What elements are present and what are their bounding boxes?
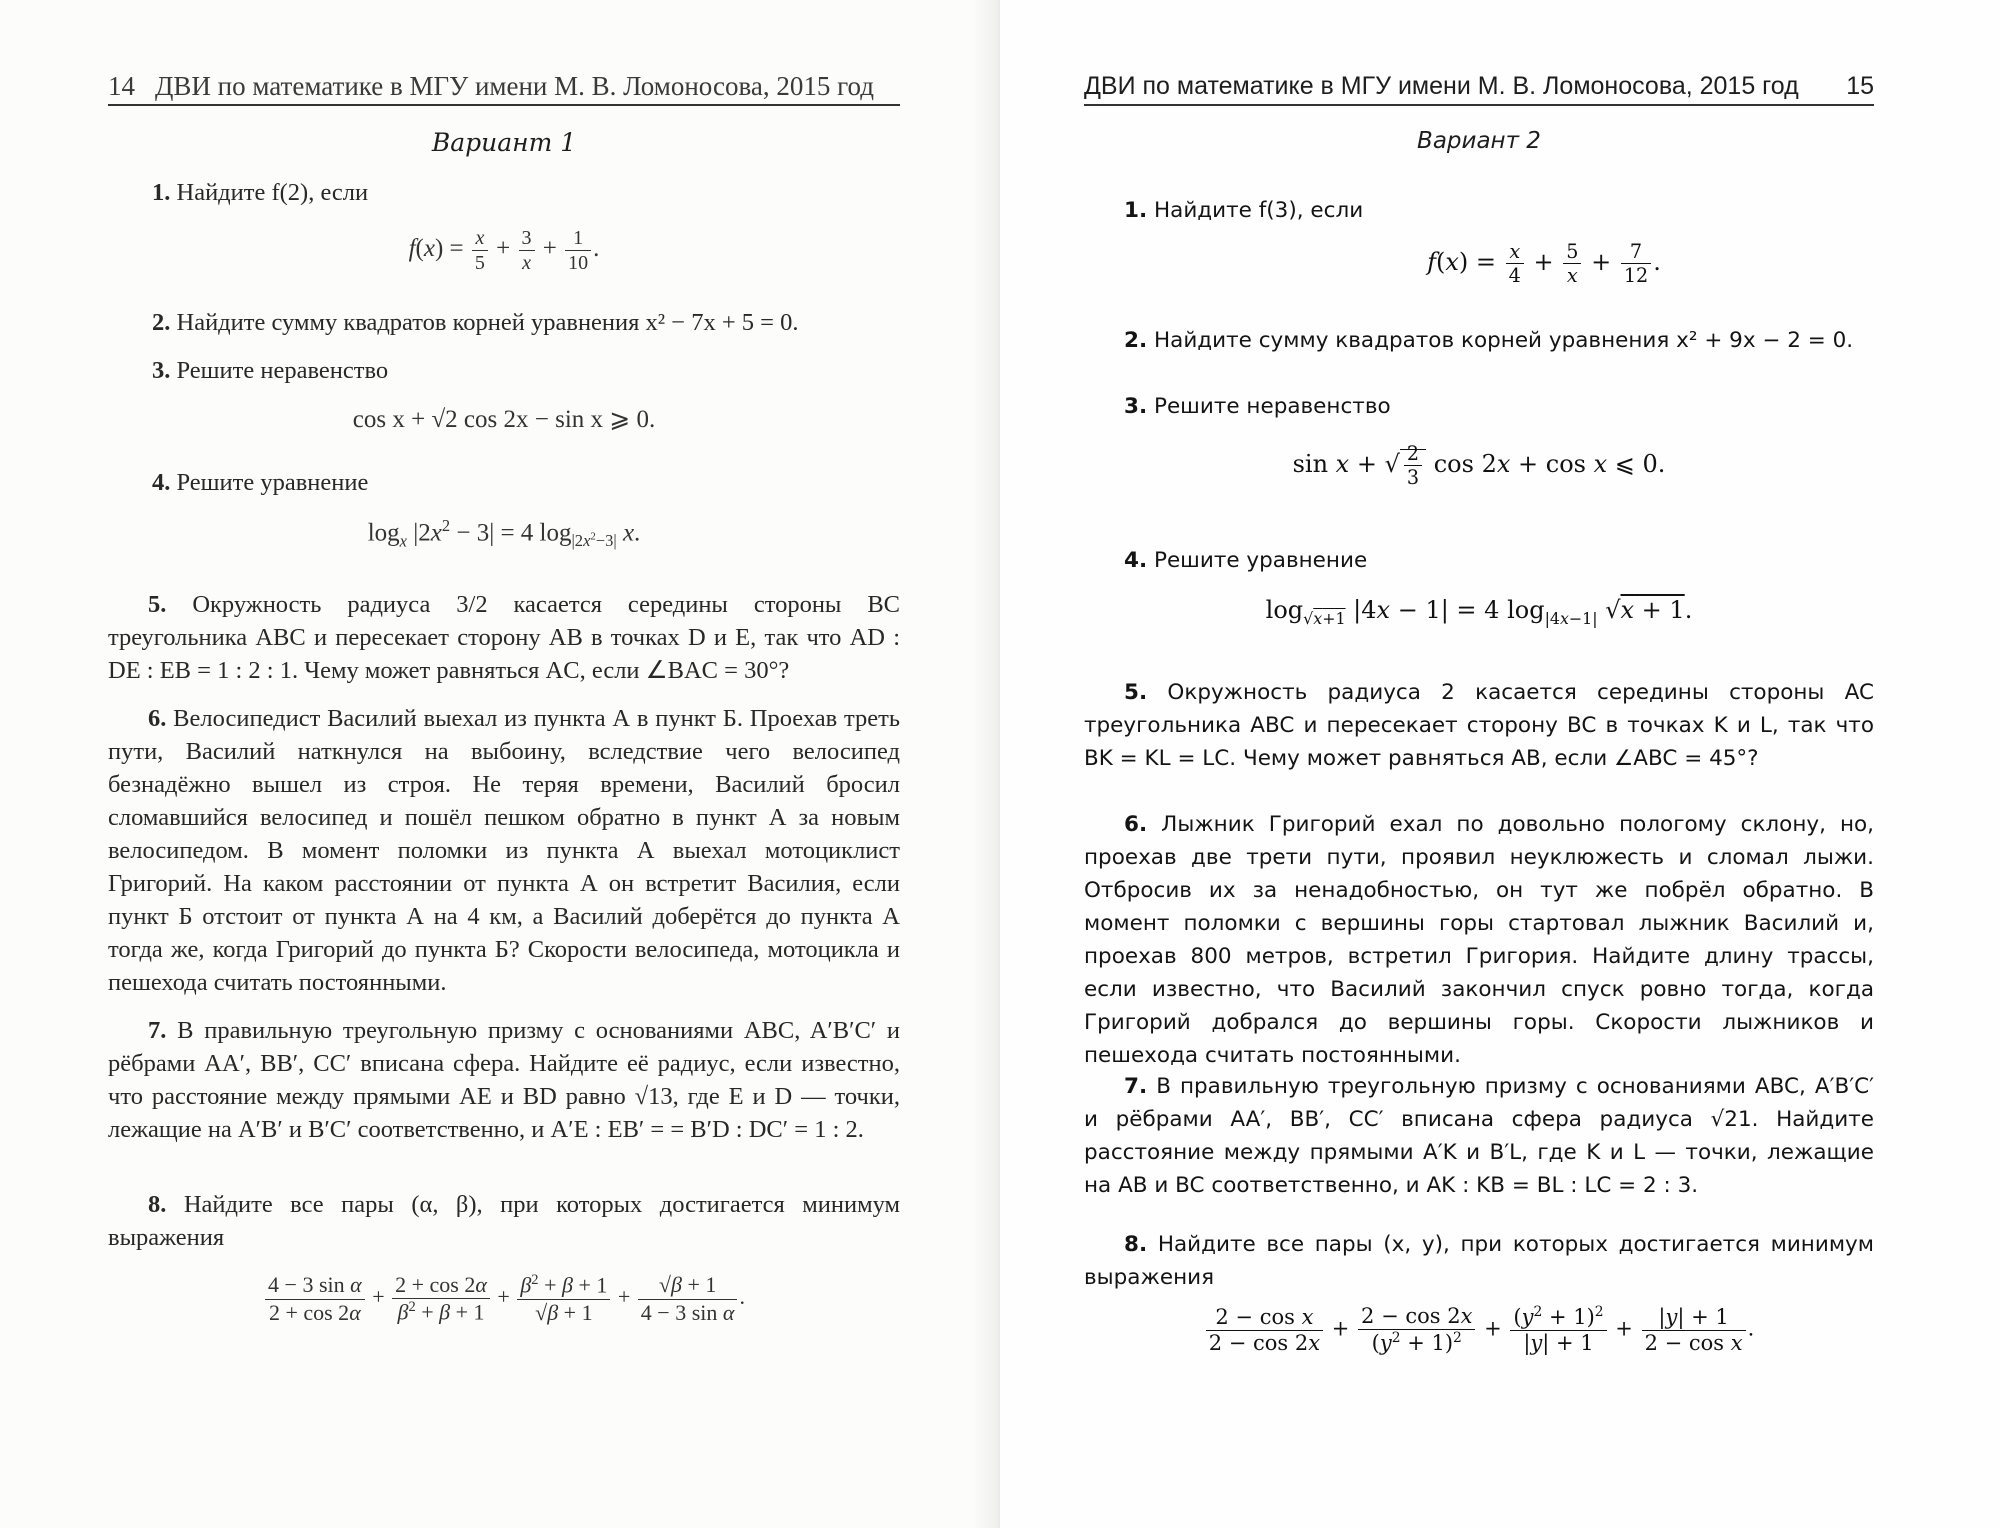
- right-problem-1-formula: f(x) = $\frac{x}{4}$ + $\frac{5}{x}$ + $\frac{7}{12}$ .: [1427, 240, 1661, 288]
- right-page-number: 15: [1846, 72, 1874, 100]
- right-header-title: ДВИ по математике в МГУ имени М. В. Ломоносова, 2015 год: [1084, 72, 1799, 100]
- left-problem-8-formula: $\frac{\text{4 − 3 sin α}}{2 + \cos 2\alpha}$ + $\frac{2 + \cos 2\alpha}{\beta^2 + \beta + 1}$ + $\frac{\beta^2 + \beta + 1}{√\beta + 1}$ + $\frac{√\beta + 1}{\text{4 − 3 sin α}}$ .: [108, 1272, 900, 1326]
- left-problem-8: 8. Найдите все пары (α, β), при которых достигается минимум выражения: [108, 1191, 900, 1251]
- right-problem-5: 5. Окружность радиуса 2 касается середины стороны AC треугольника ABC и пересекает сторону BC в точках K и L, так что BK = KL = LC. Чему может равняться AB, если ∠ABC = 45°?: [1084, 680, 1874, 771]
- left-page-number: 14: [108, 71, 135, 101]
- right-problem-8-formula: $\frac{\text{2 − cos x}}{2 - \cos 2x}$ + $\frac{2 - \cos 2x}{(y^2 + 1)^2}$ + $\frac{(y^2 + 1)^2}{|y| + 1}$ + $\frac{|y| + 1}{\text{2 − cos x}}$ .: [1084, 1304, 1874, 1356]
- left-problem-3-formula: cos x + √2 cos 2x − sin x ⩾ 0.: [352, 406, 656, 433]
- left-running-header: [108, 68, 900, 106]
- right-problem-2: 2. Найдите сумму квадратов корней уравнения x² + 9x − 2 = 0.: [1124, 328, 1854, 353]
- left-problem-1: 1. Найдите f(2), если: [152, 179, 369, 206]
- right-page: [1000, 0, 2000, 1528]
- left-problem-5: 5. Окружность радиуса 3/2 касается середины стороны BC треугольника ABC и пересекает сторону AB в точках D и E, так что AD : DE : EB = 1 : 2 : 1. Чему может равняться AC, если ∠BAC = 30°?: [108, 591, 901, 684]
- left-problem-4: 4. Решите уравнение: [152, 469, 369, 496]
- right-running-header: [1084, 68, 1874, 106]
- right-problem-1: 1. Найдите f(3), если: [1124, 198, 1364, 223]
- left-problem-4-formula: $\log_x |2x^2 - 3| = 4$ $\log_{|2x^2-3|} x$.: [367, 516, 641, 551]
- right-problem-4-formula: $\log_{√x+1} |4x - 1| = 4$ $\log_{|4x-1|} √x + 1$.: [1265, 596, 1693, 628]
- left-variant-title: Вариант 1: [431, 128, 577, 157]
- right-variant-title: Вариант 2: [1417, 128, 1541, 154]
- right-problem-4: 4. Решите уравнение: [1124, 548, 1368, 573]
- left-header-title: ДВИ по математике в МГУ имени М. В. Ломоносова, 2015 год: [155, 71, 874, 101]
- right-problem-3: 3. Решите неравенство: [1124, 394, 1391, 419]
- left-problem-3: 3. Решите неравенство: [152, 357, 389, 384]
- left-problem-7: 7. В правильную треугольную призму с основаниями ABC, A′B′C′ и рёбрами AA′, BB′, CC′ вписана сфера. Найдите её радиус, если известно, что расстояние между прямыми AE и BD равно √13, где E и D — точки, лежащие на A′B′ и B′C′ соответственно, и A′E : EB′ = = B′D : DC′ = 1 : 2.: [108, 1017, 901, 1143]
- left-problem-2: 2. Найдите сумму квадратов корней уравнения x² − 7x + 5 = 0.: [152, 309, 799, 336]
- right-problem-7: 7. В правильную треугольную призму с основаниями ABC, A′B′C′ и рёбрами AA′, BB′, CC′ вписана сфера радиуса √21. Найдите расстояние между прямыми A′K и B′L, где K и L — точки, лежащие на AB и BC соответственно, и AK : KB = BL : LC = 2 : 3.: [1084, 1074, 1874, 1198]
- left-problem-1-formula: f(x) = $\frac{x}{5}$ + $\frac{3}{x}$ + $\frac{1}{10}$ .: [408, 227, 600, 274]
- right-problem-6: 6. Лыжник Григорий ехал по довольно пологому склону, но, проехав две трети пути, проявил неуклюжесть и сломал лыжи. Отбросив их за ненадобностью, он тут же побрёл обратно. В момент поломки с вершины горы стартовал лыжник Василий и, проехав 800 метров, встретил Григория. Найдите длину трассы, если известно, что Василий закончил спуск ровно тогда, когда Григорий добрался до вершины горы. Скорости лыжников и пешехода считать постоянными.: [1084, 812, 1874, 1068]
- right-problem-3-formula: sin x + √ $\frac{2}{3}$ cos 2x + cos x ⩽ 0.: [1292, 442, 1666, 490]
- right-problem-8: 8. Найдите все пары (x, y), при которых достигается минимум выражения: [1084, 1232, 1874, 1290]
- left-problem-6: 6. Велосипедист Василий выехал из пункта А в пункт Б. Проехав треть пути, Василий наткнулся на выбоину, вследствие чего велосипед безнадёжно вышел из строя. Не теряя времени, Василий бросил сломавшийся велосипед и пошёл пешком обратно в пункт А за новым велосипедом. В момент поломки из пункта А выехал мотоциклист Григорий. На каком расстоянии от пункта А он встретит Василия, если пункт Б отстоит от пункта А на 4 км, а Василий доберётся до пункта А тогда же, когда Григорий до пункта Б? Скорости велосипеда, мотоцикла и пешехода считать постоянными.: [108, 705, 900, 996]
